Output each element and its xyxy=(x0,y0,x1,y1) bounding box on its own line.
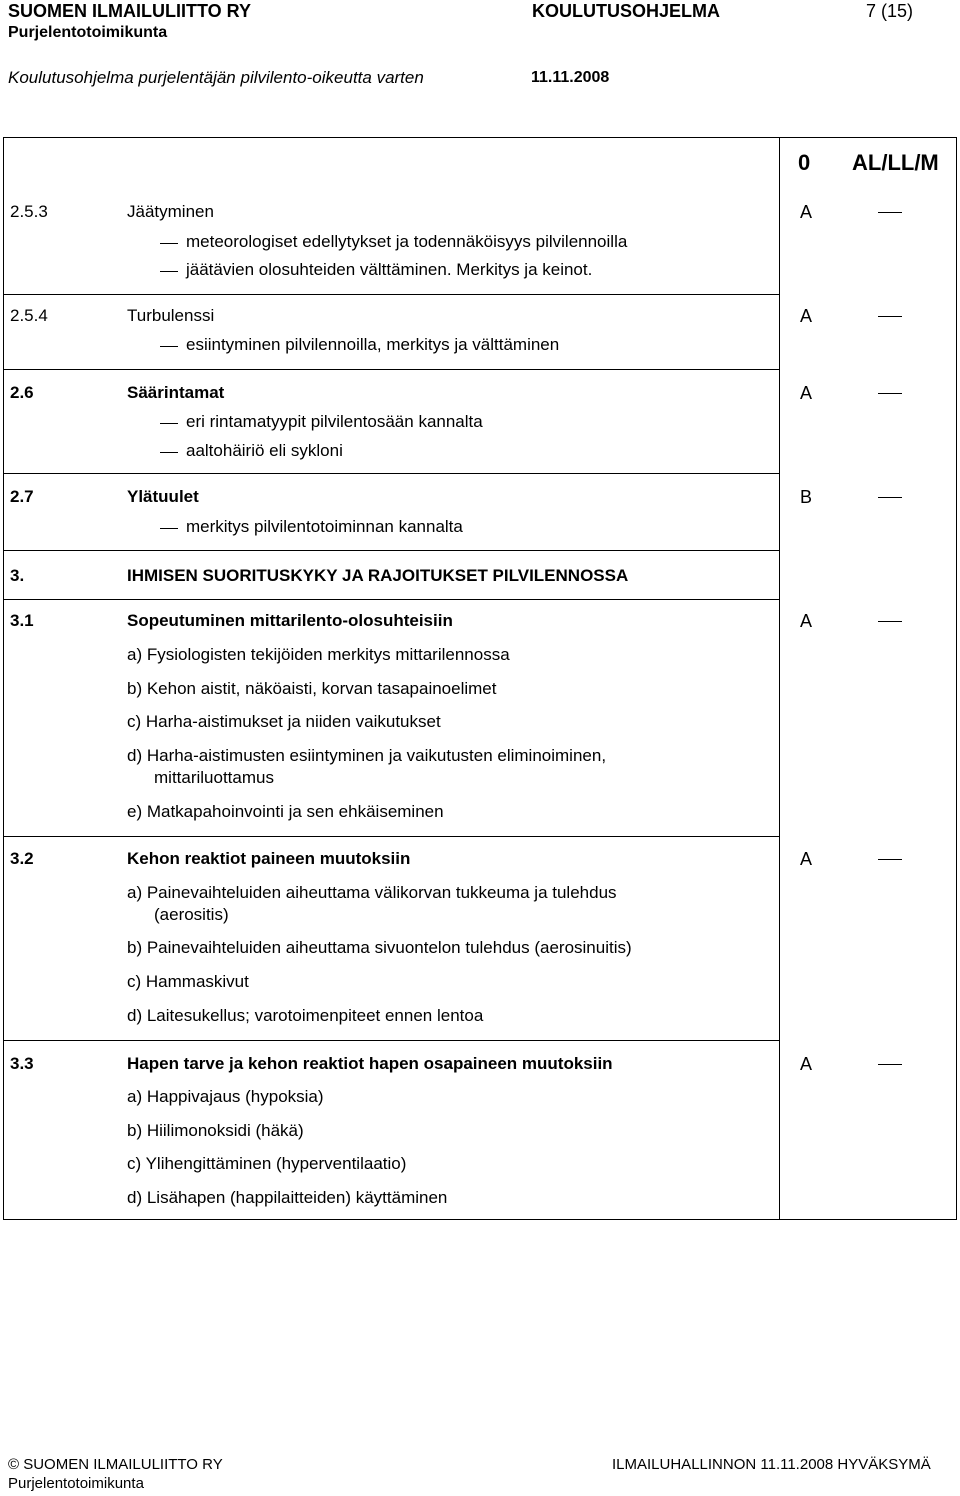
level-badge: B xyxy=(800,487,813,507)
row-item: mittariluottamus xyxy=(154,768,274,787)
level-badge: A xyxy=(800,383,813,403)
header-doc-type: KOULUTUSOHJELMA xyxy=(532,1,720,21)
row-title: Ylätuulet xyxy=(127,487,199,506)
row-item: d) Lisähapen (happilaitteiden) käyttäminen xyxy=(127,1188,448,1207)
row-item: merkitys pilvilentotoiminnan kannalta xyxy=(186,517,463,536)
row-number: 2.5.4 xyxy=(10,306,48,325)
dash-bullet xyxy=(160,528,178,529)
row-title: Jäätyminen xyxy=(127,202,214,221)
row-divider xyxy=(3,836,779,837)
row-item: b) Hiilimonoksidi (häkä) xyxy=(127,1121,304,1140)
section-number: 3. xyxy=(10,566,25,585)
footer-approval: ILMAILUHALLINNON 11.11.2008 HYVÄKSYMÄ xyxy=(612,1456,931,1473)
row-divider xyxy=(3,1040,779,1041)
row-divider xyxy=(3,599,779,600)
level-dash xyxy=(878,621,902,622)
row-title: Hapen tarve ja kehon reaktiot hapen osapaineen muutoksiin xyxy=(127,1054,613,1073)
row-item: d) Laitesukellus; varotoimenpiteet ennen lentoa xyxy=(127,1006,484,1025)
level-dash xyxy=(878,212,902,213)
column-header-0: 0 xyxy=(798,150,811,175)
row-item: esiintyminen pilvilennoilla, merkitys ja välttäminen xyxy=(186,335,560,354)
row-number: 3.2 xyxy=(10,849,34,868)
footer-dept: Purjelentotoimikunta xyxy=(8,1475,144,1492)
row-item: c) Ylihengittäminen (hyperventilaatio) xyxy=(127,1154,407,1173)
dash-bullet xyxy=(160,271,178,272)
dash-bullet xyxy=(160,346,178,347)
row-item: aaltohäiriö eli sykloni xyxy=(186,441,343,460)
level-dash xyxy=(878,1064,902,1065)
dash-bullet xyxy=(160,423,178,424)
level-badge: A xyxy=(800,849,813,869)
row-title: Kehon reaktiot paineen muutoksiin xyxy=(127,849,411,868)
header-subtitle: Koulutusohjelma purjelentäjän pilvilento-oikeutta varten xyxy=(8,68,424,87)
column-header-al-ll-m: AL/LL/M xyxy=(852,150,939,175)
level-dash xyxy=(878,316,902,317)
dash-bullet xyxy=(160,243,178,244)
row-number: 2.5.3 xyxy=(10,202,48,221)
row-divider xyxy=(3,550,779,551)
row-number: 3.1 xyxy=(10,611,34,630)
level-badge: A xyxy=(800,306,813,326)
row-item: c) Hammaskivut xyxy=(127,972,249,991)
level-dash xyxy=(878,393,902,394)
level-dash xyxy=(878,859,902,860)
row-item: e) Matkapahoinvointi ja sen ehkäiseminen xyxy=(127,802,444,821)
row-title: Turbulenssi xyxy=(127,306,215,325)
row-item: c) Harha-aistimukset ja niiden vaikutukset xyxy=(127,712,441,731)
level-badge: A xyxy=(800,202,813,222)
row-item: d) Harha-aistimusten esiintyminen ja vaikutusten eliminoiminen, xyxy=(127,746,607,765)
header-dept: Purjelentotoimikunta xyxy=(8,24,168,41)
dash-bullet xyxy=(160,452,178,453)
level-badge: A xyxy=(800,1054,813,1074)
header-date: 11.11.2008 xyxy=(531,69,610,86)
row-item: meteorologiset edellytykset ja todennäköisyys pilvilennoilla xyxy=(186,232,628,251)
section-title: IHMISEN SUORITUSKYKY JA RAJOITUKSET PILVILENNOSSA xyxy=(127,566,629,585)
header-page-number: 7 (15) xyxy=(866,1,914,21)
row-number: 3.3 xyxy=(10,1054,34,1073)
row-divider xyxy=(3,473,779,474)
footer-copyright: © SUOMEN ILMAILULIITTO RY xyxy=(8,1456,223,1473)
row-item: a) Painevaihteluiden aiheuttama välikorvan tukkeuma ja tulehdus xyxy=(127,883,617,902)
header-org: SUOMEN ILMAILULIITTO RY xyxy=(8,1,251,21)
row-title: Säärintamat xyxy=(127,383,225,402)
row-item: jäätävien olosuhteiden välttäminen. Merkitys ja keinot. xyxy=(186,260,593,279)
row-title: Sopeutuminen mittarilento-olosuhteisiin xyxy=(127,611,453,630)
row-item: b) Painevaihteluiden aiheuttama sivuontelon tulehdus (aerosinuitis) xyxy=(127,938,632,957)
level-dash xyxy=(878,497,902,498)
row-number: 2.7 xyxy=(10,487,34,506)
level-badge: A xyxy=(800,611,813,631)
row-divider xyxy=(3,294,779,295)
row-number: 2.6 xyxy=(10,383,34,402)
row-item: eri rintamatyypit pilvilentosään kannalta xyxy=(186,412,483,431)
row-item: (aerositis) xyxy=(154,905,229,924)
row-divider xyxy=(3,369,779,370)
row-item: a) Happivajaus (hypoksia) xyxy=(127,1087,324,1106)
row-item: a) Fysiologisten tekijöiden merkitys mittarilennossa xyxy=(127,645,510,664)
column-divider xyxy=(779,137,780,1220)
row-item: b) Kehon aistit, näköaisti, korvan tasapainoelimet xyxy=(127,679,497,698)
